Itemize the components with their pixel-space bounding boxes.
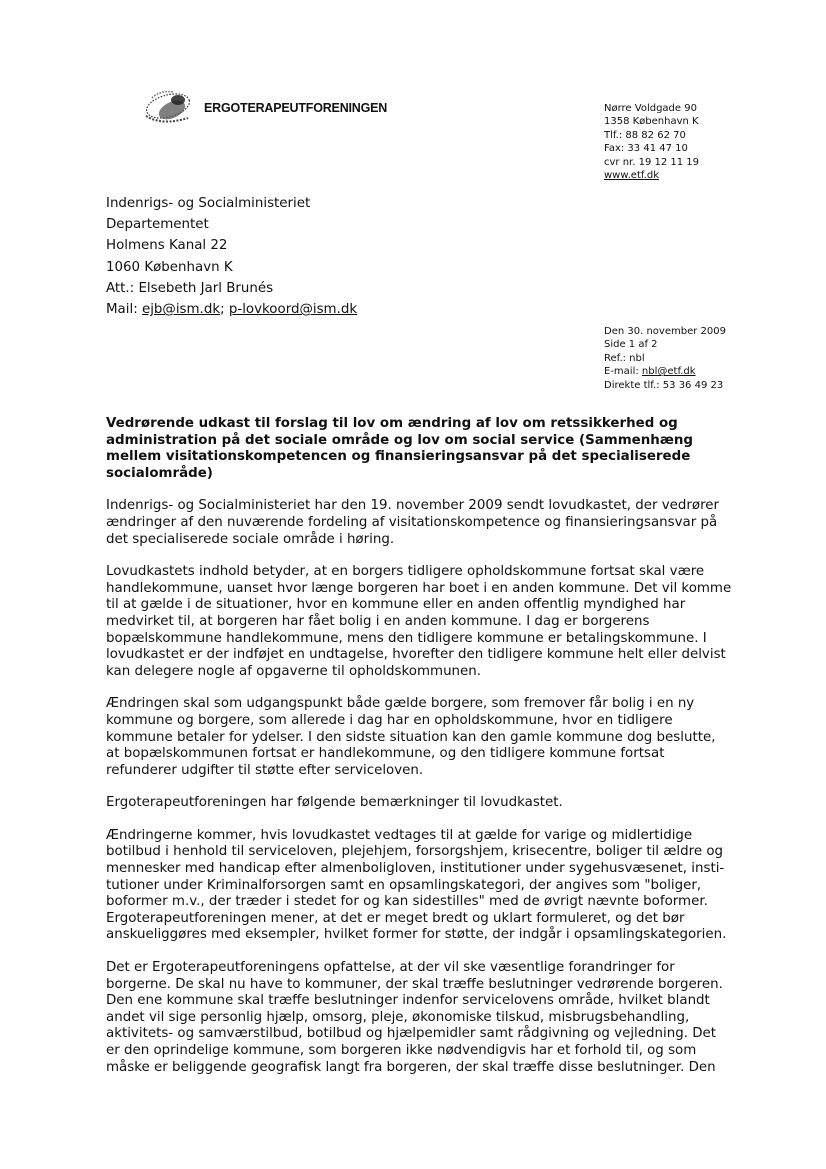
text-line: botilbud i henhold til serviceloven, plejehjem, forsorgshjem, krisecentre, boliger til ældre og: [106, 844, 724, 860]
text-line: Ergoterapeutforeningen mener, at det er meget bredt og uklart formuleret, og det bør: [106, 910, 685, 926]
paragraph-2: [106, 564, 746, 680]
text-line: andet vil sige personlig hjælp, omsorg, pleje, økonomiske tilskud, misbrugsbehandling,: [106, 1009, 690, 1025]
text-line: tutioner under Kriminalforsorgen samt en opsamlingskategori, der angives som "boliger,: [106, 877, 702, 893]
reference: Ref.: nbl: [604, 352, 645, 364]
letter-meta: [604, 325, 726, 392]
text-line: kommune betaler for ydelser. I den sidste situation kan den gamle kommune dog beslutte,: [106, 729, 716, 745]
text-line: refunderer udgifter til støtte efter serviceloven.: [106, 762, 424, 778]
etf-logo-icon: [138, 86, 202, 132]
email-link[interactable]: nbl@etf.dk: [641, 366, 696, 378]
page-number: Side 1 af 2: [604, 339, 658, 351]
paragraph-5: [106, 828, 746, 944]
text-line: handlekommune, uanset hvor længe borgeren har boet i en anden kommune. Det vil komme: [106, 580, 732, 596]
mail-link-2[interactable]: p-lovkoord@ism.dk: [228, 302, 358, 317]
text-line: Lovudkastets indhold betyder, at en borgers tidligere opholdskommune fortsat skal være: [106, 564, 705, 580]
paragraph-4: [106, 795, 746, 812]
text-line: til at gælde i de situationer, hvor en kommune eller en anden offentlig myndighed har: [106, 597, 686, 613]
subject-line: administration på det sociale område og lov om social service (Sammenhæng: [106, 432, 693, 448]
letter-body: [106, 416, 746, 1092]
text-line: Den ene kommune skal træffe beslutninger indenfor servicelovens område, hvilket blandt: [106, 993, 710, 1009]
mail-label: Mail:: [106, 302, 142, 317]
text-line: Indenrigs- og Socialministeriet har den 19. november 2009 sendt lovudkastet, der vedrører: [106, 498, 720, 514]
email-label: E-mail:: [604, 366, 642, 378]
recipient-line: Att.: Elsebeth Jarl Brunés: [106, 280, 274, 296]
text-line: Ergoterapeutforeningen har følgende bemærkninger til lovudkastet.: [106, 795, 563, 811]
recipient-line: Indenrigs- og Socialministeriet: [106, 196, 311, 211]
sender-fax: Fax: 33 41 47 10: [604, 143, 688, 155]
paragraph-1: [106, 498, 746, 548]
paragraph-6: [106, 960, 746, 1076]
recipient-line: Departementet: [106, 217, 209, 233]
subject-line: socialområde): [106, 465, 213, 481]
text-line: mennesker med handicap efter almenboligloven, institutioner under sygehusvæsenet, insti-: [106, 861, 725, 877]
sender-address: [604, 102, 699, 182]
recipient-address: [106, 193, 310, 299]
text-line: Det er Ergoterapeutforeningens opfattelse, at der vil ske væsentlige forandringer for: [106, 960, 675, 976]
recipient-line: 1060 København K: [106, 259, 233, 275]
text-line: Ændringerne kommer, hvis lovudkastet vedtages til at gælde for varige og midlertidige: [106, 827, 693, 843]
text-line: måske er beliggende geografisk langt fra borgeren, der skal træffe disse beslutninger. Den: [106, 1059, 716, 1075]
text-line: aktivitets- og samværstilbud, botilbud og hjælpemidler samt rådgivning og vejledning. Det: [106, 1026, 717, 1042]
text-line: ændringer af den nuværende fordeling af visitationskompetence og finansieringsansvar på: [106, 514, 718, 530]
text-line: lovudkastet er der indføjet en undtagelse, hvorefter den tidligere kommune helt eller delvist: [106, 647, 726, 663]
recipient-mail: [106, 302, 357, 317]
text-line: kan delegere nogle af opgaverne til opholdskommunen.: [106, 663, 482, 679]
text-line: anskueliggøres med eksempler, hvilket former for støtte, der indgår i opsamlingskategorien.: [106, 927, 727, 943]
text-line: det specialiserede sociale område i høring.: [106, 531, 395, 547]
mail-separator: ;: [220, 302, 229, 317]
sender-street: Nørre Voldgade 90: [604, 103, 697, 114]
text-line: at bopælskommunen fortsat er handlekommune, og den tidligere kommune fortsat: [106, 746, 665, 762]
text-line: er den oprindelige kommune, som borgeren ikke nødvendigvis har et forhold til, og som: [106, 1043, 697, 1058]
org-name: ERGOTERAPEUTFORENINGEN: [204, 101, 388, 115]
text-line: Ændringen skal som udgangspunkt både gælde borgere, som fremover får bolig i en ny: [106, 696, 695, 712]
text-line: kommune og borgere, som allerede i dag har en opholdskommune, hvor en tidligere: [106, 712, 673, 728]
sender-phone: Tlf.: 88 82 62 70: [604, 129, 686, 141]
letterhead-logo: [138, 86, 398, 132]
subject-heading: [106, 416, 746, 482]
sender-website-link[interactable]: www.etf.dk: [604, 170, 659, 182]
letter-date: Den 30. november 2009: [604, 326, 726, 337]
direct-phone: Direkte tlf.: 53 36 49 23: [604, 379, 724, 391]
sender-cvr: cvr nr. 19 12 11 19: [604, 156, 700, 168]
text-line: bopælskommune handlekommune, mens den tidligere kommune er betalingskommune. I: [106, 630, 707, 646]
subject-line: mellem visitationskompetencen og finansieringsansvar på det specialiserede: [106, 449, 691, 465]
subject-line: Vedrørende udkast til forslag til lov om ændring af lov om retssikkerhed og: [106, 416, 678, 431]
text-line: medvirket til, at borgeren har fået bolig i en anden kommune. I dag er borgerens: [106, 613, 650, 629]
paragraph-3: [106, 696, 746, 779]
text-line: borgerne. De skal nu have to kommuner, der skal træffe beslutninger vedrørende borgeren.: [106, 976, 723, 992]
text-line: boformer m.v., der træder i stedet for og kan sidestilles" med de øvrigt nævnte boformer.: [106, 894, 708, 910]
mail-link-1[interactable]: ejb@ism.dk: [141, 302, 221, 317]
sender-city: 1358 København K: [604, 116, 699, 128]
recipient-line: Holmens Kanal 22: [106, 238, 228, 254]
